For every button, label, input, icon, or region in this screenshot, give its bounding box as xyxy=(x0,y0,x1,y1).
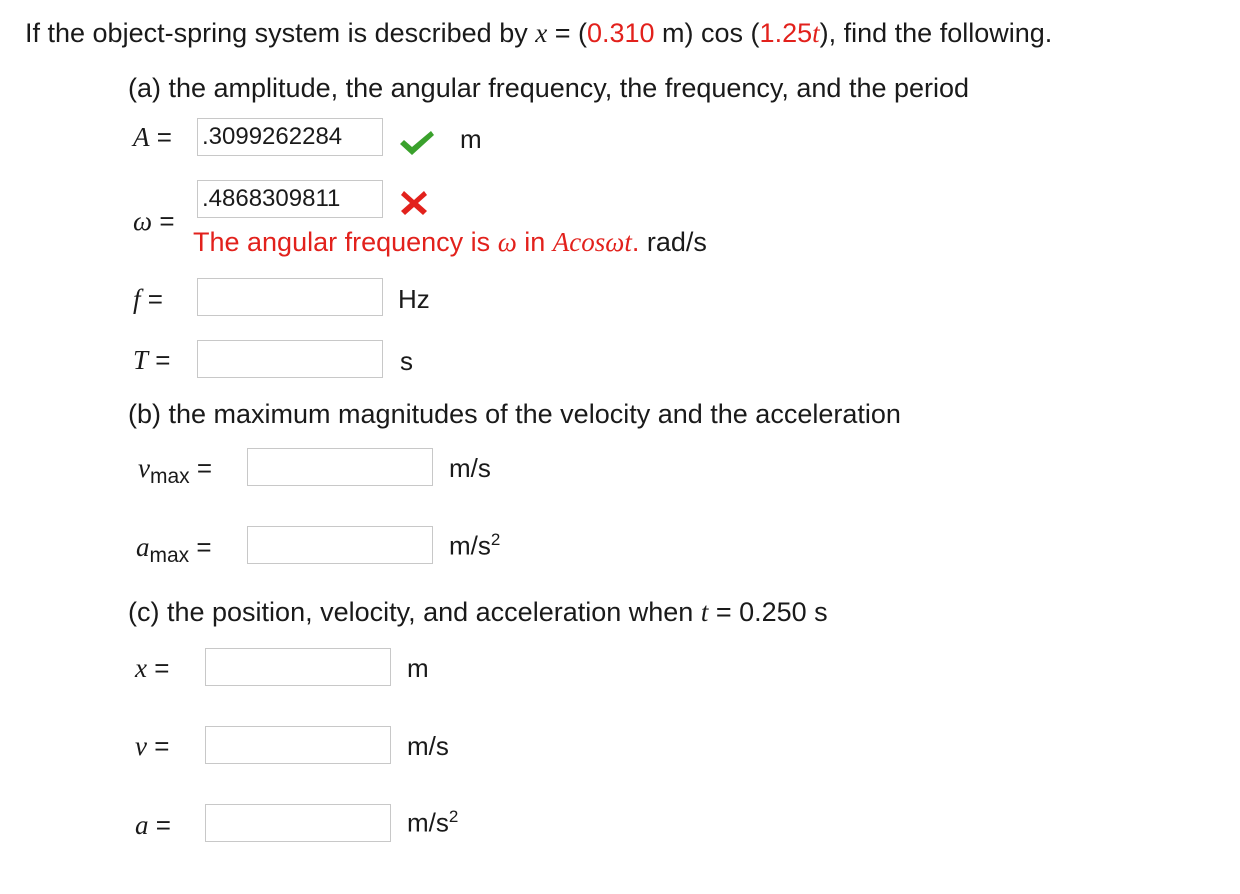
omega-term xyxy=(760,18,820,48)
problem-eq: = ( xyxy=(547,18,587,48)
velocity-label xyxy=(135,731,169,762)
vmax-unit: m/s xyxy=(449,453,491,483)
problem-statement xyxy=(25,18,1052,49)
acceleration-unit-base: m/s xyxy=(407,807,449,838)
frequency-eq: = xyxy=(147,284,163,314)
period-eq: = xyxy=(155,345,171,375)
omega-label xyxy=(133,206,175,237)
velocity-unit: m/s xyxy=(407,731,449,761)
hint-mid: in xyxy=(516,227,553,257)
amplitude-symbol: A xyxy=(133,122,150,152)
amplitude-eq: = xyxy=(156,122,172,152)
part-a-heading: (a) the amplitude, the angular frequency, the frequency, and the period xyxy=(128,73,970,103)
part-c-heading-prefix: (c) the position, velocity, and acceleration when xyxy=(128,597,701,627)
amax-unit xyxy=(449,530,500,562)
hint-prefix: The angular frequency is xyxy=(193,227,498,257)
period-symbol: T xyxy=(133,345,149,375)
acceleration-unit xyxy=(407,807,458,839)
omega-input[interactable] xyxy=(197,180,383,218)
amax-unit-base: m/s xyxy=(449,530,491,561)
period-input[interactable] xyxy=(197,340,383,378)
amax-label xyxy=(136,532,212,567)
omega-symbol: ω xyxy=(133,206,153,236)
position-eq: = xyxy=(154,653,170,683)
problem-prefix: If the object-spring system is described by xyxy=(25,18,536,48)
omega-feedback xyxy=(193,227,707,258)
position-symbol: x xyxy=(135,653,147,683)
frequency-symbol: f xyxy=(133,284,141,314)
frequency-input[interactable] xyxy=(197,278,383,316)
frequency-unit: Hz xyxy=(398,284,430,314)
position-label xyxy=(135,653,169,684)
problem-var-t: t xyxy=(812,18,820,48)
omega-eq: = xyxy=(159,206,175,236)
vmax-input[interactable] xyxy=(247,448,433,486)
vmax-label xyxy=(138,453,213,488)
vmax-subscript: max xyxy=(149,465,190,488)
part-c-heading-var: t xyxy=(700,597,709,627)
vmax-eq: = xyxy=(196,453,213,483)
amplitude-unit: m xyxy=(460,124,482,154)
acceleration-unit-exponent: 2 xyxy=(448,807,459,826)
part-b-heading: (b) the maximum magnitudes of the velocity and the acceleration xyxy=(128,399,901,429)
vmax-symbol: v xyxy=(138,453,150,483)
problem-var-x: x xyxy=(535,18,548,48)
amplitude-label xyxy=(133,122,172,153)
velocity-symbol: v xyxy=(135,731,147,761)
period-unit: s xyxy=(400,346,413,376)
frequency-label xyxy=(133,284,163,315)
part-c-heading xyxy=(128,597,828,628)
period-label xyxy=(133,345,170,376)
acceleration-symbol: a xyxy=(135,810,149,840)
problem-suffix: ), find the following. xyxy=(819,18,1053,48)
position-input[interactable] xyxy=(205,648,391,686)
problem-mid: m) cos ( xyxy=(654,18,760,48)
position-unit: m xyxy=(407,653,429,683)
amax-symbol: a xyxy=(136,532,150,562)
acceleration-input[interactable] xyxy=(205,804,391,842)
acceleration-label xyxy=(135,810,171,841)
x-icon xyxy=(400,189,428,217)
amplitude-input[interactable] xyxy=(197,118,383,156)
amax-eq: = xyxy=(196,532,212,562)
hint-var: ω xyxy=(497,227,517,257)
amax-unit-exponent: 2 xyxy=(490,530,501,549)
velocity-input[interactable] xyxy=(205,726,391,764)
omega-value: 1.25 xyxy=(759,18,813,48)
hint-end: . xyxy=(631,227,640,257)
hint-expr: Acosωt xyxy=(552,227,632,257)
part-c-heading-suffix: = 0.250 s xyxy=(708,597,828,627)
velocity-eq: = xyxy=(154,731,170,761)
amax-input[interactable] xyxy=(247,526,433,564)
check-icon xyxy=(398,130,436,156)
acceleration-eq: = xyxy=(155,810,171,840)
amax-subscript: max xyxy=(149,544,190,567)
amplitude-value: 0.310 xyxy=(586,18,655,48)
omega-unit: rad/s xyxy=(646,227,707,257)
